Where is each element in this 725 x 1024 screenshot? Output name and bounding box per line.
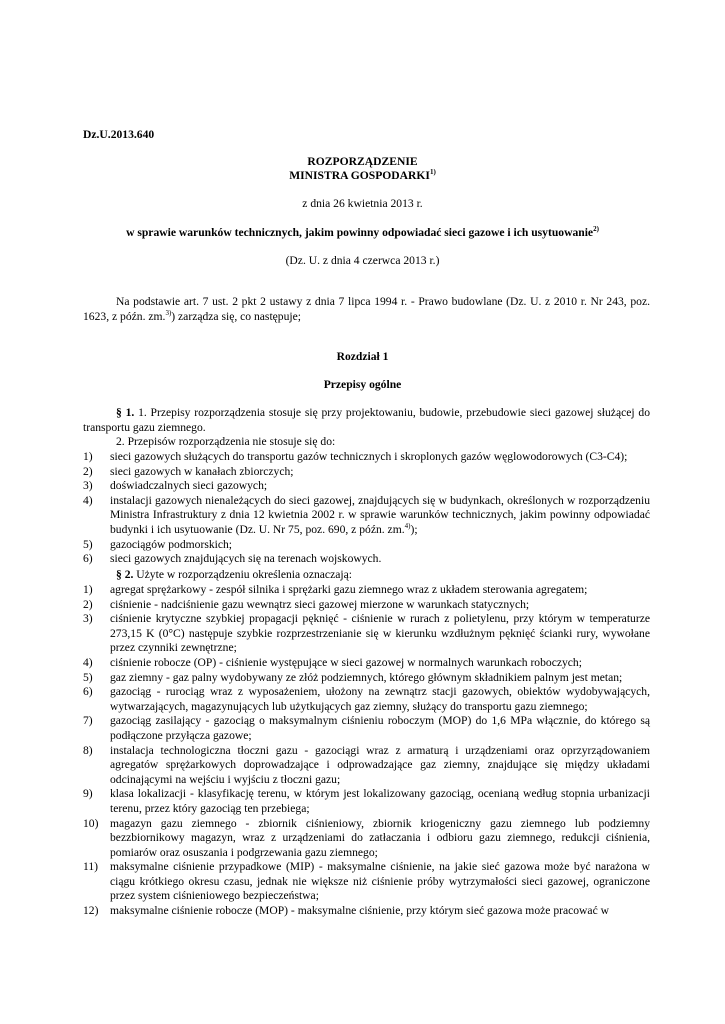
list-item (83, 598, 650, 613)
list-item-text: ciśnienie - nadciśnienie gazu wewnątrz sieci gazowej mierzone w warunkach statycznych; (110, 597, 530, 611)
list-item-number: 3) (83, 612, 93, 626)
list-item (83, 450, 650, 465)
list-item (83, 612, 650, 656)
list-item (83, 860, 650, 904)
publication-info: (Dz. U. z dnia 4 czerwca 2013 r.) (285, 254, 440, 267)
document-subject-text: w sprawie warunków technicznych, jakim powinny odpowiadać sieci gazowe i ich usytuowanie (126, 226, 594, 239)
list-item (83, 494, 650, 538)
list-item-text: klasa lokalizacji - klasyfikację terenu, w którym jest lokalizowany gazociąg, ocenianą według stopnia urbanizacji terenu, przez który gazociąg ten przebiega; (110, 787, 650, 815)
list-item-text: magazyn gazu ziemnego - zbiornik ciśnieniowy, zbiornik kriogeniczny gazu ziemnego lub podziemny bezzbiornikowy magazyn, wraz z urządzeniami do zatłaczania i odbioru gazu ziemnego, redukcji ciśnienia, pomiarów oraz osuszania i podgrzewania gazu ziemnego; (110, 816, 650, 859)
section-2-intro-text: Użyte w rozporządzeniu określenia oznaczają: (133, 568, 352, 581)
list-item-number: 11) (83, 860, 99, 874)
list-item-number: 6) (83, 685, 93, 699)
list-item (83, 714, 650, 743)
list-item-number: 7) (83, 714, 93, 728)
list-item-number: 3) (83, 479, 93, 493)
list-item (83, 787, 650, 816)
list-item (83, 671, 650, 686)
list-item-text: sieci gazowych służących do transportu gazów technicznych i skroplonych gazów węglowodorowych (C3-C4); (110, 450, 628, 463)
list-item-text: agregat sprężarkowy - zespół silnika i sprężarki gazu ziemnego wraz z układem sterowania agregatem; (110, 583, 588, 596)
title-line-2 (0, 169, 725, 182)
title-line-2-text: MINISTRA GOSPODARKI (289, 169, 430, 182)
list-item-text: sieci gazowych znajdujących się na terenach wojskowych. (110, 552, 382, 566)
list-item-text: gazociąg zasilający - gazociąg o maksymalnym ciśnieniu roboczym (MOP) do 1,6 MPa włącznie, do którego są podłączone przyłącza gazowe; (110, 714, 650, 742)
section-mark: § 2. (116, 568, 134, 581)
list-item (83, 904, 650, 919)
list-item (83, 465, 650, 480)
list-item-text: gazociąg - rurociąg wraz z wyposażeniem, ułożony na zewnątrz stacji gazowych, obiektów wydobywających, wytwarzających, magazynujących lub użytkujących gaz ziemny, służący do transportu gazu ziemnego; (110, 685, 650, 713)
list-item (83, 685, 650, 714)
list-item-text: ciśnienie krytyczne szybkiej propagacji pęknięć - ciśnienie w rurach z polietylenu, przy którym w temperaturze 273,15 K (0°C) następuje szybkie rozprzestrzenianie się w kierunku wzdłużnym pęknięć ścianki rury, wywołane przez czynniki zewnętrzne; (110, 612, 650, 655)
list-item-number: 2) (83, 597, 93, 611)
footnote-ref: 4) (404, 521, 411, 530)
section-1-para-2: 2. Przepisów rozporządzenia nie stosuje się do: (116, 435, 336, 448)
list-item-text: maksymalne ciśnienie robocze (MOP) - maksymalne ciśnienie, przy którym sieć gazowa może pracować w (110, 904, 609, 918)
document-subject (0, 226, 725, 239)
footnote-ref: 1) (429, 168, 436, 176)
list-item-number: 1) (83, 583, 93, 596)
preamble-text-end: ) zarządza się, co następuje; (171, 309, 301, 323)
list-item-text-end: ); (410, 522, 418, 536)
list-item (83, 583, 650, 598)
list-item-number: 1) (83, 450, 93, 463)
title-line-1: ROZPORZĄDZENIE (307, 155, 418, 168)
chapter-title: Rozdział 1 (336, 350, 389, 363)
preamble (83, 295, 650, 324)
list-item (83, 538, 650, 553)
list-item (83, 817, 650, 861)
list-item-number: 10) (83, 816, 99, 830)
chapter-subtitle: Przepisy ogólne (323, 378, 402, 391)
list-item-number: 2) (83, 464, 93, 478)
section-1-para-1 (83, 406, 650, 435)
list-item (83, 552, 650, 567)
list-item-text: sieci gazowych w kanałach zbiorczych; (110, 464, 294, 478)
section-1-list (83, 450, 650, 567)
footnote-ref: 3) (165, 308, 172, 317)
section-2-intro (83, 568, 650, 583)
list-item (83, 744, 650, 788)
section-2-list (83, 583, 650, 919)
list-item (83, 479, 650, 494)
list-item-text: gazociągów podmorskich; (110, 537, 233, 551)
list-item-number: 4) (83, 655, 93, 669)
list-item-text: doświadczalnych sieci gazowych; (110, 479, 268, 493)
list-item-text: maksymalne ciśnienie przypadkowe (MIP) - maksymalne ciśnienie, na jakie sieć gazowa może być narażona w ciągu krótkiego okresu czasu, jednak nie większe niż ciśnienie próby wytrzymałości sieci gazowej, ograniczone przez system ciśnieniowego bezpieczeństwa; (110, 860, 650, 903)
list-item-text: ciśnienie robocze (OP) - ciśnienie występujące w sieci gazowej w normalnych warunkach roboczych; (110, 655, 582, 669)
list-item-number: 6) (83, 552, 93, 566)
section-1-para-1-text: 1. Przepisy rozporządzenia stosuje się przy projektowaniu, budowie, przebudowie sieci gazowej służącej do transportu gazu ziemnego. (83, 406, 650, 434)
list-item-number: 5) (83, 670, 93, 684)
list-item-number: 4) (83, 493, 93, 507)
list-item (83, 656, 650, 671)
list-item-number: 12) (83, 904, 99, 918)
list-item-text: instalacji gazowych nienależących do sieci gazowej, znajdujących się w budynkach, określonych w rozporządzeniu Ministra Infrastruktury z dnia 12 kwietnia 2002 r. w sprawie warunków technicznych, jakim powinny odpowiadać budynki i ich usytuowanie (Dz. U. Nr 75, poz. 690, z późn. zm. (110, 493, 650, 536)
document-id: Dz.U.2013.640 (83, 128, 155, 141)
preamble-text: Na podstawie art. 7 ust. 2 pkt 2 ustawy z dnia 7 lipca 1994 r. - Prawo budowlane (Dz. U. z 2010 r. Nr 243, poz. 1623, z późn. zm. (83, 295, 650, 323)
section-mark: § 1. (116, 406, 135, 419)
list-item-number: 9) (83, 787, 93, 801)
list-item-text: gaz ziemny - gaz palny wydobywany ze złóż podziemnych, którego głównym składnikiem palnym jest metan; (110, 670, 623, 684)
document-date: z dnia 26 kwietnia 2013 r. (302, 197, 423, 210)
list-item-number: 5) (83, 537, 93, 551)
list-item-number: 8) (83, 743, 93, 757)
footnote-ref: 2) (593, 225, 599, 233)
list-item-text: instalacja technologiczna tłoczni gazu - gazociągi wraz z armaturą i urządzeniami oraz oprzyrządowaniem agregatów sprężarkowych doprowadzające i odprowadzające gaz ziemny, znajdujące się między układami odcinającymi na wejściu i wyjściu z tłoczni gazu; (110, 743, 650, 786)
